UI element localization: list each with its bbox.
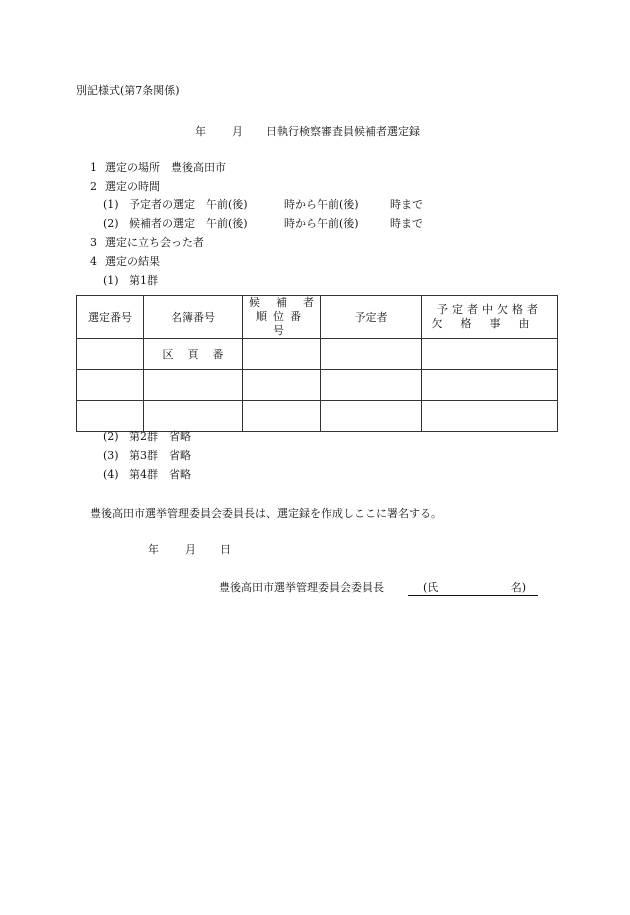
item-4-text: 選定の結果 — [105, 255, 160, 268]
title-year: 年 — [195, 125, 206, 138]
table-row — [77, 370, 558, 401]
header-candidate-rank — [243, 296, 321, 339]
statement: 豊後高田市選挙管理委員会委員長は、選定録を作成しここに署名する。 — [90, 507, 442, 520]
item-2-text: 選定の時間 — [105, 180, 160, 193]
ward-page-number-cell: 区頁番 — [144, 339, 243, 370]
header-disqualified-prospective: 予定者中欠格者 — [437, 303, 542, 316]
header-register-number: 名簿番号 — [144, 296, 243, 339]
signature-title: 豊後高田市選挙管理委員会委員長 — [219, 581, 384, 594]
table-header-row — [77, 296, 558, 339]
header-prospective: 予定者 — [321, 296, 422, 339]
header-candidate: 候 補 者 — [249, 296, 314, 309]
table-row — [77, 339, 558, 370]
item-3-text: 選定に立ち会った者 — [105, 236, 204, 249]
table-row — [77, 401, 558, 432]
header-rank-number: 順位番号 — [256, 310, 307, 337]
item-1-text: 選定の場所 豊後高田市 — [105, 161, 226, 174]
header-disqualification-reason: 欠格事由 — [431, 317, 548, 330]
header-disqualified — [422, 296, 558, 339]
header-selection-number: 選定番号 — [77, 296, 144, 339]
selection-table — [76, 295, 558, 432]
title-month: 月 — [232, 125, 243, 138]
title-text: 日執行検察審査員候補者選定録 — [266, 125, 420, 138]
form-label: 別記様式(第7条関係) — [76, 84, 180, 97]
signature-field: (氏 名) — [408, 581, 538, 596]
